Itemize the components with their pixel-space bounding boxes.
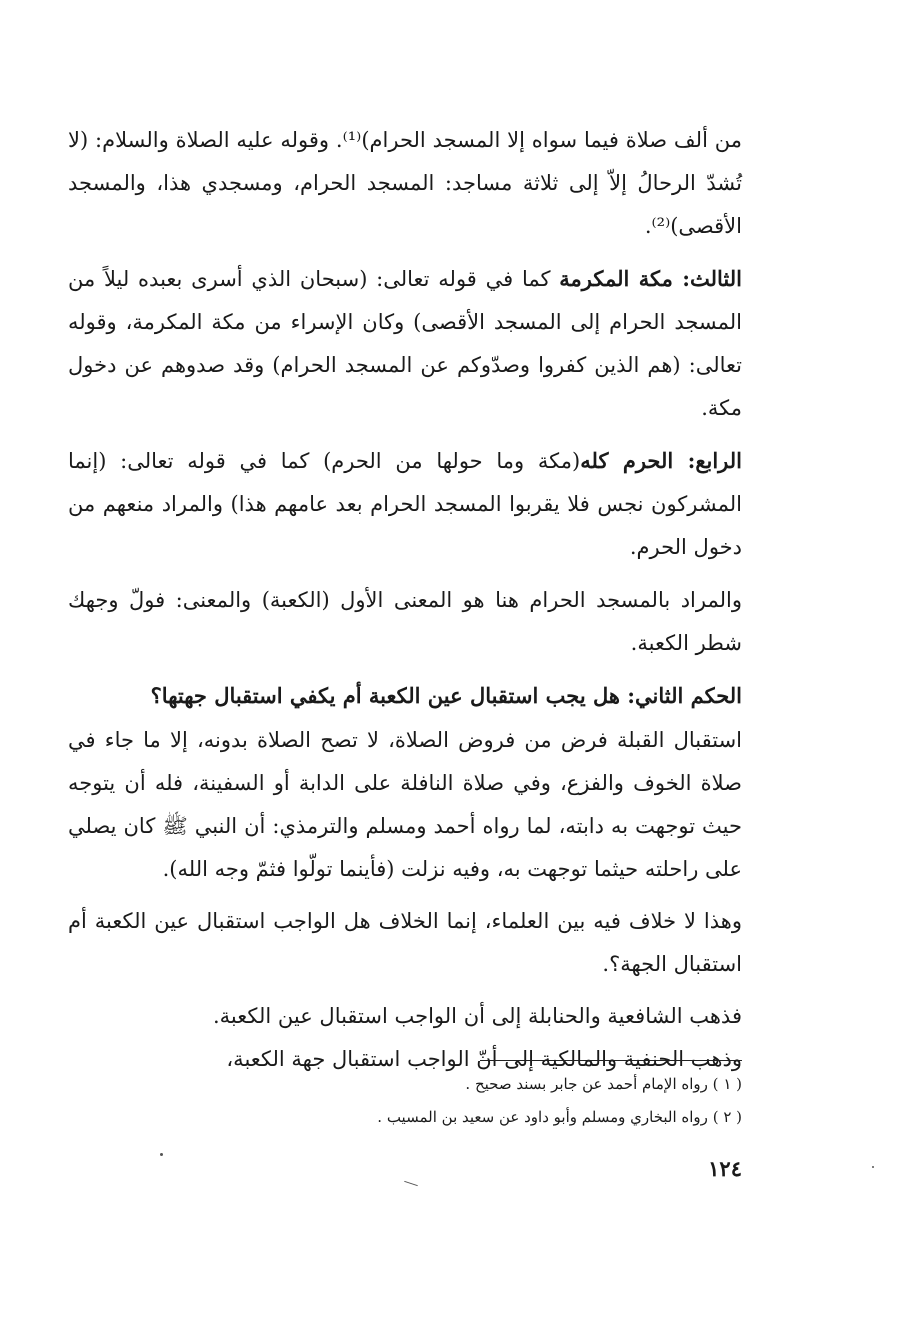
paragraph-3 — [68, 439, 742, 569]
paragraph-6: وهذا لا خلاف فيه بين العلماء، إنما الخلاف هل الواجب استقبال عين الكعبة أم استقبال الجهة؟. — [68, 909, 742, 976]
paragraph-1 — [68, 118, 742, 248]
page-number: ١٢٤ — [708, 1156, 742, 1181]
main-text — [68, 118, 742, 1090]
scan-speck — [160, 1153, 163, 1156]
paragraph-2-lead: الثالث: مكة المكرمة — [559, 266, 743, 291]
paragraph-3-lead: الرابع: الحرم كله — [580, 448, 742, 473]
scan-speck — [404, 1181, 418, 1186]
paragraph-5: استقبال القبلة فرض من فروض الصلاة، لا تصح الصلاة بدونه، إلا ما جاء في صلاة الخوف والفزع، وفي صلاة النافلة على الدابة أو السفينة، فله أن يتوجه حيث توجهت به دابته، لما رواه أحمد ومسلم والترمذي: أن النبي ﷺ كان يصلي على راحلته حيثما توجهت به، وفيه نزلت (فأينما تولّوا فثمّ وجه الله). — [68, 728, 742, 881]
paragraph-3-text: (مكة وما حولها من الحرم) كما في قوله تعالى: (إنما المشركون نجس فلا يقربوا المسجد الحرام بعد عامهم هذا) والمراد منعهم من دخول الحرم. — [68, 449, 742, 559]
footnote-1: ( ١ ) رواه الإمام أحمد عن جابر بسند صحيح . — [465, 1075, 742, 1093]
paragraph-4 — [68, 578, 742, 665]
scan-speck — [872, 1166, 874, 1168]
paragraph-2-text: كما في قوله تعالى: (سبحان الذي أسرى بعبده ليلاً من المسجد الحرام إلى المسجد الأقصى) وكان الإسراء من مكة المكرمة، وقوله تعالى: (هم الذين كفروا وصدّوكم عن المسجد الحرام) وقد صدوهم عن دخول مكة. — [68, 267, 742, 420]
paragraph-1-text: من ألف صلاة فيما سواه إلا المسجد الحرام)⁽¹⁾. وقوله عليه الصلاة والسلام: (لا تُشدّ الرحالُ إلاّ إلى ثلاثة مساجد: المسجد الحرام، ومسجدي هذا، والمسجد الأقصى)⁽²⁾. — [68, 128, 742, 238]
footnote-2: ( ٢ ) رواه البخاري ومسلم وأبو داود عن سعيد بن المسيب . — [377, 1108, 742, 1126]
paragraph-4-text: والمراد بالمسجد الحرام هنا هو المعنى الأول (الكعبة) والمعنى: فولّ وجهك شطر الكعبة. — [68, 588, 742, 655]
paragraph-8: وذهب الحنفية والمالكية إلى أنّ الواجب استقبال جهة الكعبة، — [226, 1047, 742, 1071]
footnote-separator — [480, 1060, 742, 1061]
paragraph-7: فذهب الشافعية والحنابلة إلى أن الواجب استقبال عين الكعبة. — [213, 1004, 742, 1028]
paragraph-2 — [68, 257, 742, 430]
section-heading: الحكم الثاني: هل يجب استقبال عين الكعبة أم يكفي استقبال جهتها؟ — [150, 683, 742, 708]
footnotes — [150, 1068, 742, 1134]
